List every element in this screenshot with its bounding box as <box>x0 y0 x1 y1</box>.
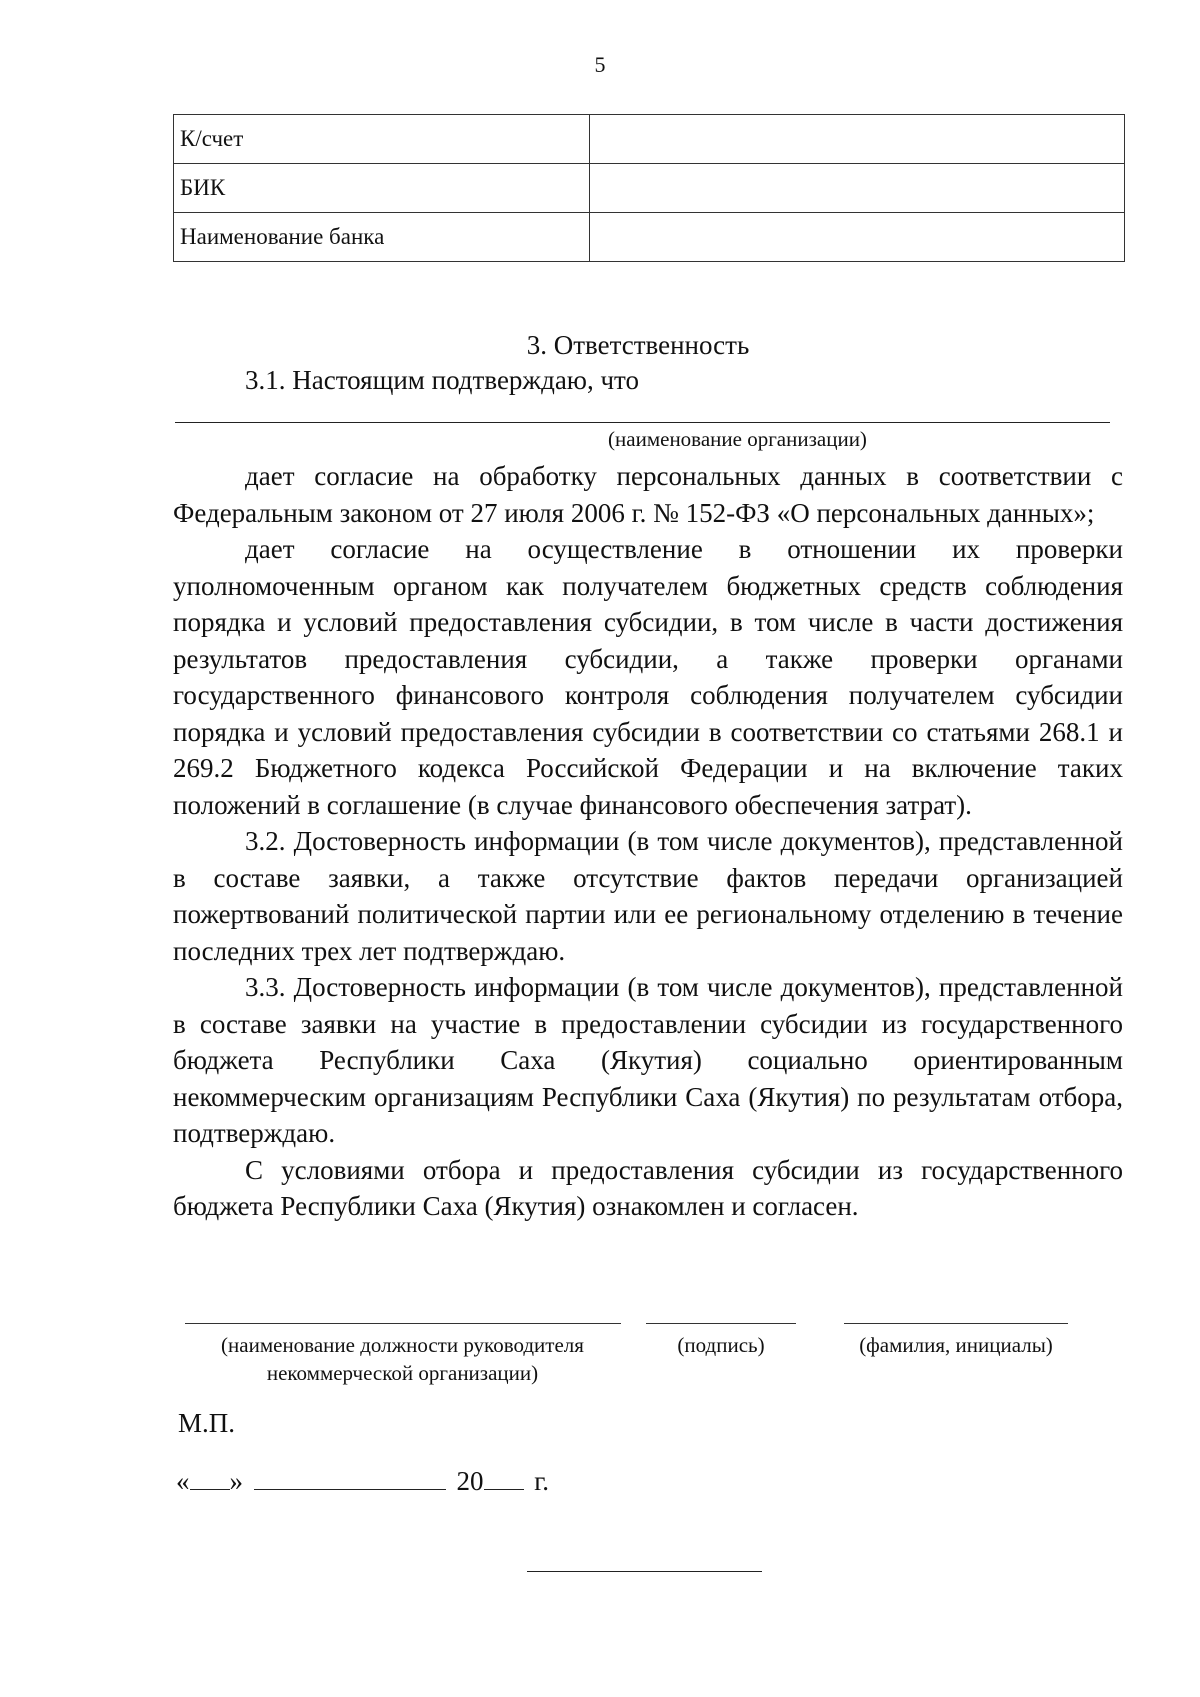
section-title: 3. Ответственность <box>526 330 750 360</box>
table-cell-value <box>590 115 1125 164</box>
table-cell-value <box>590 164 1125 213</box>
signature-caption: (подпись) <box>677 1333 765 1357</box>
page-number: 5 <box>594 52 606 77</box>
end-line <box>527 1571 762 1572</box>
organization-name-caption: (наименование организации) <box>608 427 867 451</box>
organization-name-line <box>175 422 1110 423</box>
table-cell-label: Наименование банка <box>174 213 590 262</box>
year-prefix: 20 <box>456 1466 484 1496</box>
paragraph-consent-personal-data: дает согласие на обработку персональных данных в соответствии с Федеральным законом от 27 июля 2006 г. № 152-ФЗ «О персональных данных»; <box>173 461 1123 528</box>
date-row <box>176 1462 549 1497</box>
table-cell-label: К/счет <box>174 115 590 164</box>
year-suffix: г. <box>534 1466 550 1496</box>
paragraph-3-1-intro: 3.1. Настоящим подтверждаю, что <box>245 365 639 395</box>
position-caption-line2: некоммерческой организации) <box>266 1361 539 1385</box>
signature-line <box>646 1323 796 1324</box>
bank-details-table <box>173 114 1125 262</box>
table-row <box>174 115 1125 164</box>
table-row <box>174 213 1125 262</box>
position-caption <box>180 1331 625 1387</box>
paragraph-3-3: 3.3. Достоверность информации (в том числе документов), представленной в составе заявки на участие в предоставлении субсидии из государственного бюджета Республики Саха (Якутия) социально ориентированным некоммерческим организациям Республики Саха (Якутия) по результатам отбора, подтверждаю. <box>173 972 1123 1148</box>
name-line <box>844 1323 1068 1324</box>
date-close-quote: » <box>229 1466 243 1496</box>
position-line <box>185 1323 621 1324</box>
table-cell-value <box>590 213 1125 262</box>
position-caption-line1: (наименование должности руководителя <box>221 1333 584 1357</box>
year-blank <box>484 1462 524 1490</box>
date-open-quote: « <box>176 1466 190 1496</box>
paragraph-consent-inspection: дает согласие на осуществление в отношении их проверки уполномоченным органом как получателем бюджетных средств соблюдения порядка и условий предоставления субсидии, в том числе в части достижения результатов предоставления субсидии, а также проверки органами государственного финансового контроля соблюдения получателем субсидии порядка и условий предоставления субсидии в соответствии со статьями 268.1 и 269.2 Бюджетного кодекса Российской Федерации и на включение таких положений в соглашение (в случае финансового обеспечения затрат). <box>173 534 1123 820</box>
table-cell-label: БИК <box>174 164 590 213</box>
month-blank <box>254 1462 446 1490</box>
body-text <box>173 458 1123 1225</box>
table-row <box>174 164 1125 213</box>
seal-place-label: М.П. <box>178 1408 236 1438</box>
name-caption: (фамилия, инициалы) <box>859 1333 1053 1357</box>
paragraph-conditions-agreement: С условиями отбора и предоставления субсидии из государственного бюджета Республики Саха (Якутия) ознакомлен и согласен. <box>173 1154 1123 1221</box>
paragraph-3-2: 3.2. Достоверность информации (в том числе документов), представленной в составе заявки, а также отсутствие фактов передачи организацией пожертвований политической партии или ее региональному отделению в течение последних трех лет подтверждаю. <box>173 826 1123 966</box>
day-blank <box>190 1462 230 1490</box>
